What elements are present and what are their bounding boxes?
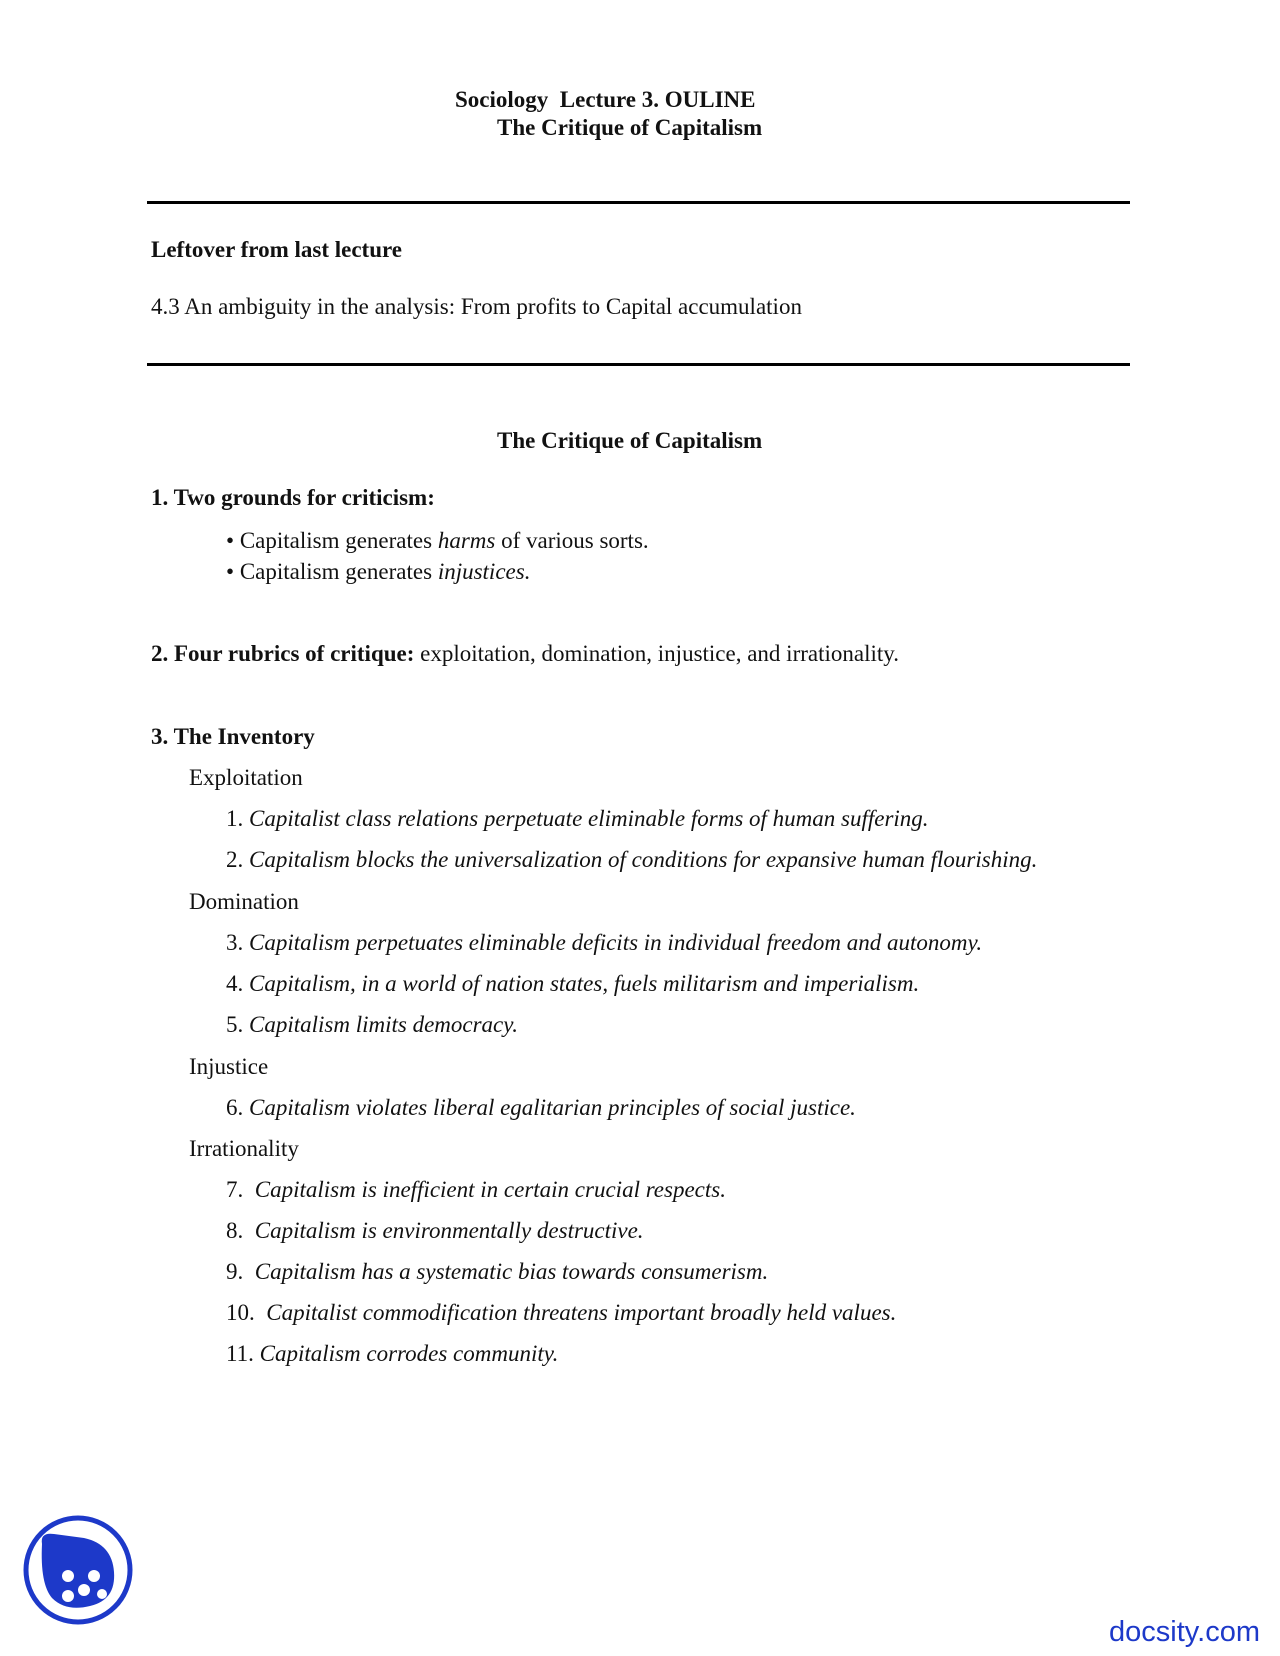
inventory-item: [226, 1340, 558, 1368]
inventory-item: [226, 1217, 644, 1245]
inventory-item: [226, 805, 929, 833]
inventory-item: [226, 1176, 726, 1204]
item-text: Capitalism corrodes community.: [259, 1341, 559, 1366]
item-number: 6.: [226, 1095, 244, 1120]
item-text: Capitalism has a systematic bias towards consumerism.: [254, 1259, 769, 1284]
page-title-line2: The Critique of Capitalism: [497, 115, 763, 140]
bullet-text-emphasis: injustices.: [437, 559, 531, 584]
section1-heading: 1. Two grounds for criticism:: [151, 485, 435, 510]
leftover-item: 4.3 An ambiguity in the analysis: From profits to Capital accumulation: [151, 294, 802, 319]
item-text: Capitalism limits democracy.: [249, 1012, 518, 1037]
group-label-irrationality: Irrationality: [189, 1136, 299, 1161]
item-text: Capitalism violates liberal egalitarian principles of social justice.: [249, 1095, 856, 1120]
group-label-injustice: Injustice: [189, 1054, 269, 1079]
bullet-glyph: •: [226, 528, 235, 553]
item-number: 11.: [226, 1341, 254, 1366]
item-text: Capitalism is inefficient in certain crucial respects.: [254, 1177, 726, 1202]
item-number: 1.: [226, 806, 244, 831]
item-text: Capitalism blocks the universalization of conditions for expansive human flourishing.: [249, 847, 1038, 872]
docsity-logo-icon[interactable]: [22, 1514, 134, 1626]
page-title-line1: Sociology Lecture 3. OULINE: [455, 87, 756, 112]
item-text: Capitalist class relations perpetuate eliminable forms of human suffering.: [249, 806, 929, 831]
item-text: Capitalist commodification threatens important broadly held values.: [266, 1300, 897, 1325]
divider-top: [147, 201, 1130, 204]
section2-heading: 2. Four rubrics of critique:: [151, 641, 415, 666]
divider-bottom: [147, 363, 1130, 366]
item-number: 4.: [226, 971, 244, 996]
bullet-text-pre: Capitalism generates: [239, 559, 438, 584]
inventory-item: [226, 1258, 768, 1286]
section3-heading: 3. The Inventory: [151, 724, 315, 749]
leftover-heading: Leftover from last lecture: [151, 237, 402, 262]
bullet-glyph: •: [226, 559, 235, 584]
item-number: 3.: [226, 930, 244, 955]
item-text: Capitalism, in a world of nation states, fuels militarism and imperialism.: [249, 971, 920, 996]
bullet-text-post: of various sorts.: [495, 528, 649, 553]
inventory-item: [226, 929, 982, 957]
item-number: 2.: [226, 847, 244, 872]
item-number: 10.: [226, 1300, 255, 1325]
bullet-item: [226, 558, 530, 586]
inventory-item: [226, 1299, 896, 1327]
item-number: 5.: [226, 1012, 244, 1037]
inventory-item: [226, 970, 919, 998]
section-main-heading: The Critique of Capitalism: [497, 428, 763, 453]
bullet-item: [226, 527, 649, 555]
item-number: 8.: [226, 1218, 244, 1243]
brand-link[interactable]: docsity.com: [1109, 1616, 1260, 1648]
section2-paragraph: [151, 640, 899, 668]
inventory-item: [226, 1011, 518, 1039]
group-label-domination: Domination: [189, 889, 299, 914]
inventory-item: [226, 846, 1037, 874]
bullet-text-emphasis: harms: [437, 528, 496, 553]
item-text: Capitalism perpetuates eliminable deficits in individual freedom and autonomy.: [249, 930, 983, 955]
section2-text: exploitation, domination, injustice, and irrationality.: [414, 641, 900, 666]
inventory-item: [226, 1094, 856, 1122]
item-number: 7.: [226, 1177, 244, 1202]
group-label-exploitation: Exploitation: [189, 765, 303, 790]
item-text: Capitalism is environmentally destructive.: [254, 1218, 644, 1243]
item-number: 9.: [226, 1259, 244, 1284]
bullet-text-pre: Capitalism generates: [239, 528, 438, 553]
